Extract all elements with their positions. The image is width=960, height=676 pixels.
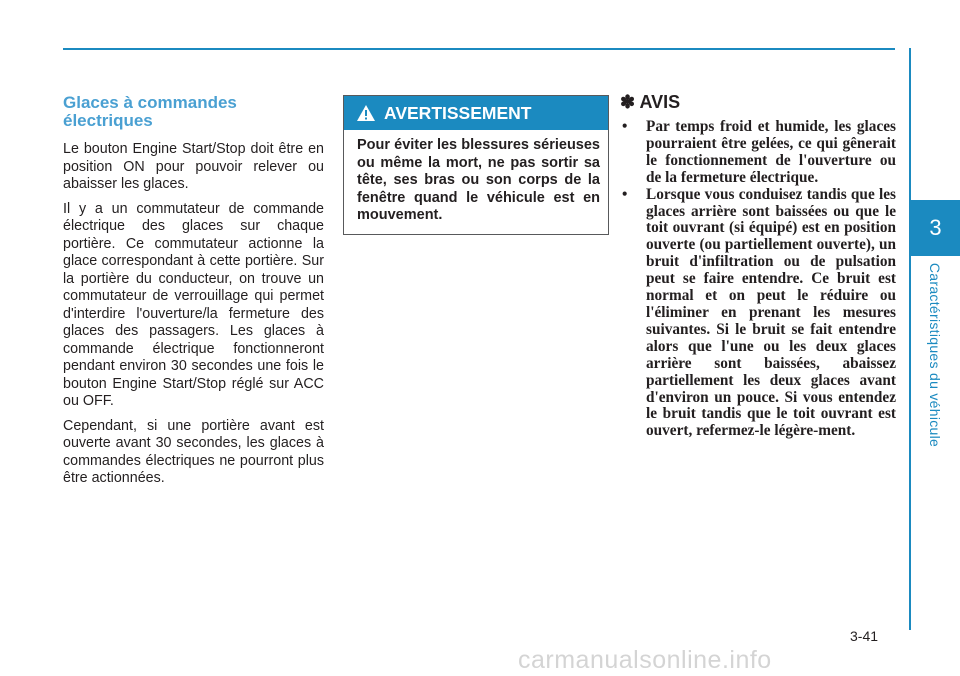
chapter-number: 3 [929, 215, 942, 240]
notice-heading [620, 91, 896, 113]
notice-item-2 [620, 187, 896, 441]
bullet: • [622, 118, 628, 135]
notice-item-text: Par temps froid et humide, les glaces pourraient être gelées, ce qui gênerait le fonctionnement de l'ouverture ou de la fermeture électrique. [646, 118, 896, 186]
warning-header [344, 96, 608, 130]
notice-list [620, 119, 896, 440]
warning-title: AVERTISSEMENT [384, 102, 532, 123]
section-paragraph-1: Le bouton Engine Start/Stop doit être en position ON pour pouvoir relever ou abaisser les glaces. [63, 141, 324, 192]
bullet: • [622, 185, 628, 203]
notice-symbol: ✽ [620, 92, 636, 112]
chapter-title: Caractéristiques du véhicule [927, 262, 943, 448]
section-title: Glaces à commandes électriques [63, 93, 237, 130]
notice-item-1 [620, 119, 896, 187]
page-number: 3-41 [850, 628, 879, 644]
notice-column [620, 91, 896, 440]
notice-item-text: Lorsque vous conduisez tandis que les glaces arrière sont baissées ou que le toit ouvrant (si équipé) est en position ouverte (ou partiellement ouverte), un bruit d'infiltration ou de pulsation peut se faire entendre. Ce bruit est normal et on peut le réduire ou l'éliminer en prenant les mesures suivantes. Si le bruit se fait entendre alors que l'une ou les deux glaces arrière sont baissées, abaissez partiellement les deux glaces avant d'environ un pouce. Si vous entendez le bruit tandis que le toit ouvrant est ouvert, refermez-le légère-ment. [646, 185, 896, 440]
watermark: carmanualsonline.info [518, 646, 772, 674]
chapter-tab [911, 200, 960, 256]
warning-text: Pour éviter les blessures sérieuses ou même la mort, ne pas sortir sa tête, ses bras ou son corps de la fenêtre quand le véhicule est en mouvement. [357, 137, 600, 223]
section-column [63, 94, 324, 495]
section-paragraph-3: Cependant, si une portière avant est ouverte avant 30 secondes, les glaces à commandes électriques ne pourront plus être actionnées. [63, 417, 324, 486]
right-rule [909, 48, 911, 630]
warning-triangle-icon [356, 104, 376, 122]
notice-title: AVIS [639, 92, 681, 112]
top-rule [63, 48, 895, 50]
warning-box [343, 95, 609, 235]
section-paragraph-2: Il y a un commutateur de commande électrique des glaces sur chaque portière. Ce commutateur actionne la glace correspondant à cette portière. Sur la portière du conducteur, on trouve un commutateur de verrouillage qui permet d'interdire l'ouverture/la fermeture des glaces des passagers. Les glaces à commande électrique fonctionneront pendant environ 30 secondes une fois le bouton Engine Start/Stop réglé sur ACC ou OFF. [63, 200, 324, 409]
